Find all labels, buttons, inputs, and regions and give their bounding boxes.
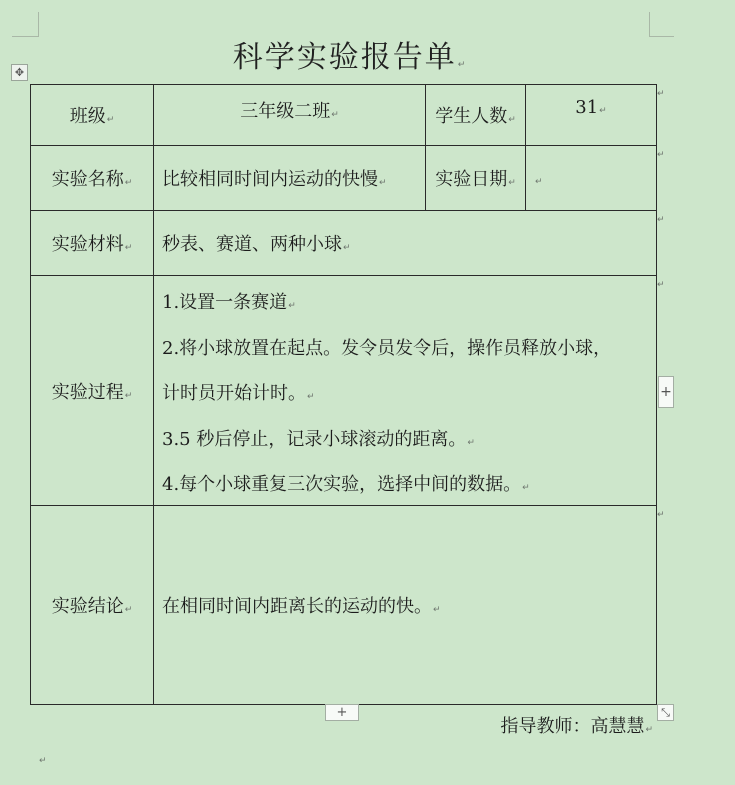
row-end-mark: ↵: [657, 89, 665, 99]
date-value-cell[interactable]: ↵: [526, 146, 657, 211]
table-resize-icon[interactable]: ⤡: [657, 704, 674, 721]
process-step: 3.5 秒后停止，记录小球滚动的距离。↵: [162, 428, 475, 450]
conclusion-value-cell[interactable]: 在相同时间内距离长的运动的快。↵: [154, 506, 657, 705]
crop-mark-top-right: [649, 12, 674, 37]
row-end-mark: ↵: [657, 215, 665, 225]
teacher-name: 高慧慧: [590, 716, 645, 737]
row-end-mark: ↵: [657, 150, 665, 160]
row-end-mark: ↵: [657, 280, 665, 290]
materials-value-cell[interactable]: 秒表、赛道、两种小球↵: [154, 211, 657, 276]
experiment-name: 比较相同时间内运动的快慢: [162, 169, 378, 190]
add-column-plus-icon[interactable]: +: [658, 376, 674, 408]
process-step: 计时员开始计时。↵: [162, 383, 315, 404]
table-move-handle-icon[interactable]: ✥: [11, 64, 28, 81]
process-step: 2.将小球放置在起点。发令员发令后，操作员释放小球，: [162, 337, 612, 359]
class-value-cell[interactable]: 三年级二班↵: [154, 85, 426, 146]
conclusion-value: 在相同时间内距离长的运动的快。: [162, 596, 432, 617]
date-label-cell[interactable]: 实验日期↵: [426, 146, 526, 211]
students-label-cell[interactable]: 学生人数↵: [426, 85, 526, 146]
paragraph-mark-icon: ↵: [457, 60, 468, 70]
document-title[interactable]: 科学实验报告单↵: [232, 40, 468, 75]
empty-paragraph-mark: ↵: [39, 756, 47, 766]
teacher-signature-line[interactable]: 指导教师：高慧慧↵: [500, 716, 653, 737]
conclusion-label-cell[interactable]: 实验结论↵: [31, 506, 154, 705]
crop-mark-top-left: [12, 12, 39, 37]
process-steps-cell[interactable]: [154, 276, 657, 506]
add-row-plus-icon[interactable]: +: [325, 704, 359, 721]
class-value: 三年级二班: [240, 101, 331, 122]
teacher-label: 指导教师：: [500, 716, 591, 737]
process-label-cell[interactable]: 实验过程↵: [31, 276, 154, 506]
process-step: 1.设置一条赛道↵: [162, 292, 296, 313]
name-label-cell[interactable]: 实验名称↵: [31, 146, 154, 211]
name-value-cell[interactable]: 比较相同时间内运动的快慢↵: [154, 146, 426, 211]
process-step: 4.每个小球重复三次实验，选择中间的数据。↵: [162, 474, 530, 495]
row-end-mark: ↵: [657, 510, 665, 520]
class-label-cell[interactable]: 班级↵: [31, 85, 154, 146]
materials-value: 秒表、赛道、两种小球: [162, 234, 342, 255]
report-table: [30, 84, 657, 705]
materials-label-cell[interactable]: 实验材料↵: [31, 211, 154, 276]
students-value: 31: [575, 97, 599, 118]
students-value-cell[interactable]: 31↵: [526, 85, 657, 146]
